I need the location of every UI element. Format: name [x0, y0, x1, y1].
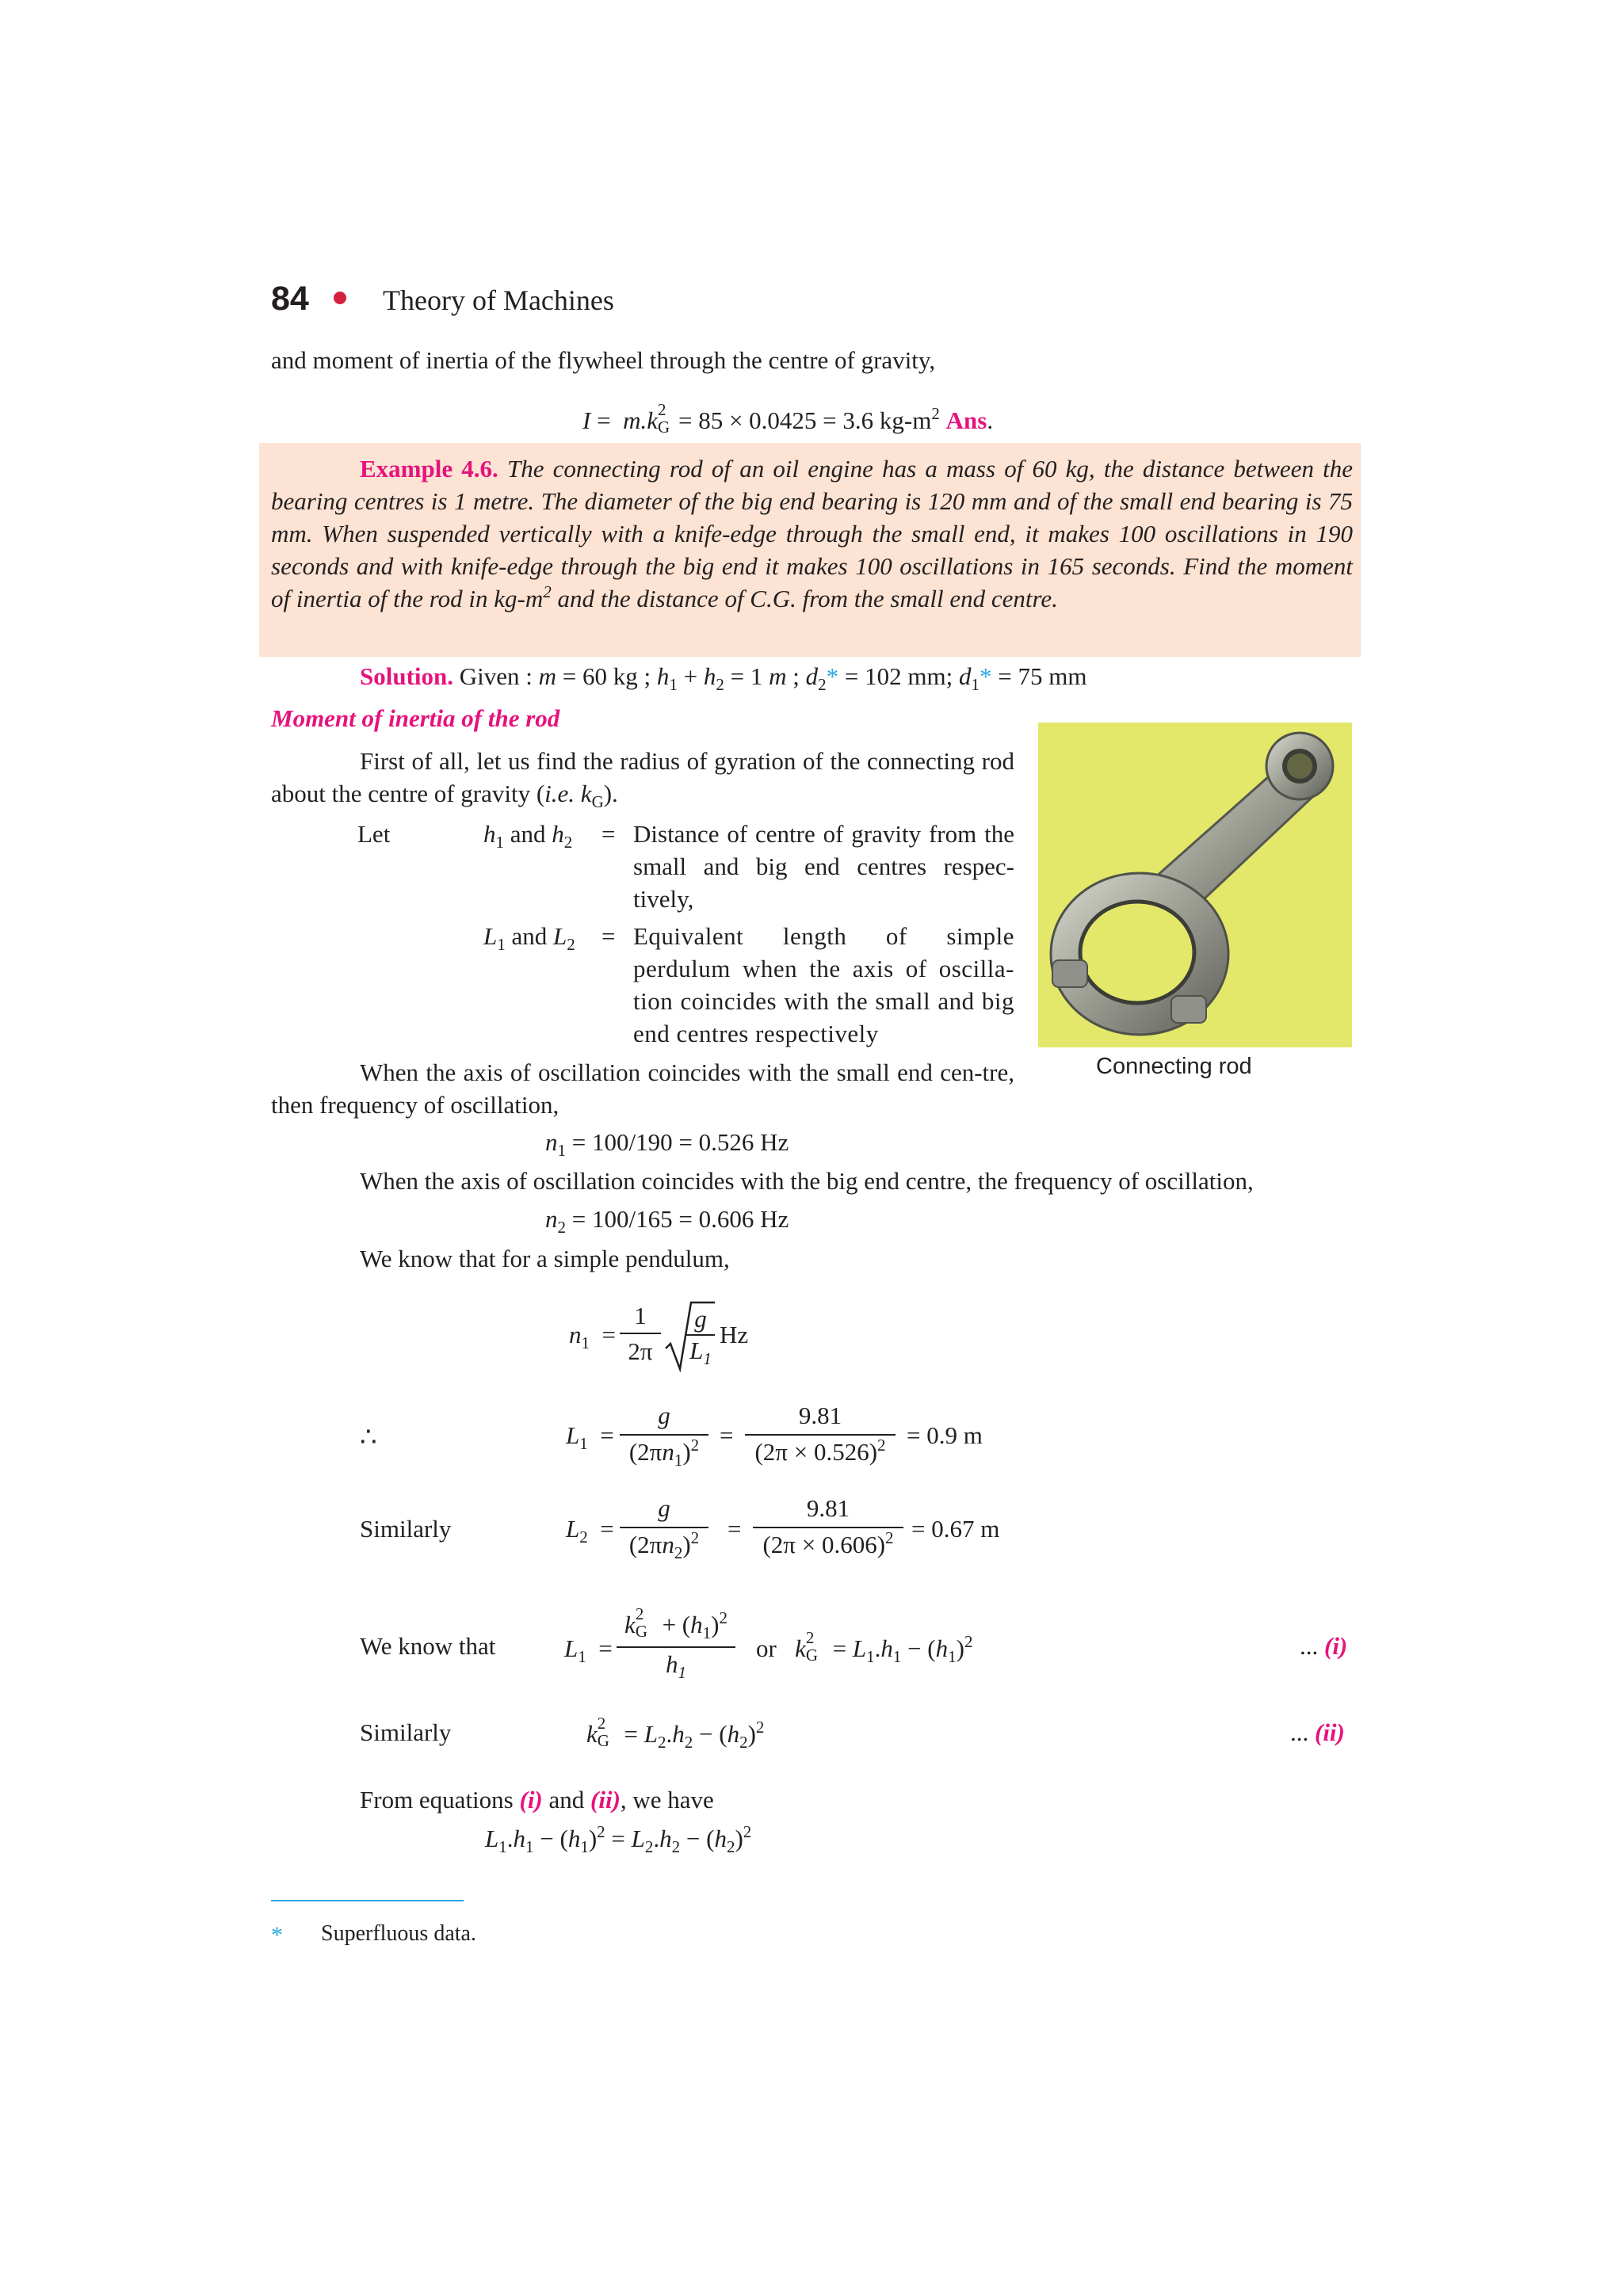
eq-label-i: ... (i) — [1300, 1632, 1348, 1660]
connecting-rod-photo — [1038, 723, 1352, 1047]
footnote-rule — [271, 1900, 464, 1901]
combined-equation: $L_1.h_1 - (h_1)^2 = L_2.h_2 - (h_2)^2$ — [485, 1822, 752, 1856]
similarly-label-1: Similarly — [360, 1515, 452, 1543]
paragraph-simple-pendulum: We know that for a simple pendulum, — [360, 1245, 730, 1272]
solution-line: Solution. Given : m = 60 kg ; $h_1 + h_2 = 1$ m ; $d_2* = 102$ mm; $d_1* = 75$ mm — [360, 662, 1087, 694]
page-number: 84 — [271, 280, 309, 318]
section-heading: Moment of inertia of the rod — [271, 704, 560, 732]
eq-I: I — [582, 406, 591, 434]
L1-lhs: $L_1$ = — [566, 1421, 614, 1453]
solution-label: Solution. — [360, 662, 454, 690]
paragraph-small-end: When the axis of oscillation coincides with the small end cen-tre, then frequency of oscillation, — [271, 1058, 1014, 1119]
def2-symbols: $L_1$ and $L_2$ — [483, 922, 575, 954]
L1-result: = 0.9 m — [907, 1421, 983, 1449]
def2-text: Equivalent length of simple perdulum when the axis of oscilla-tion coincides with the small and big end centres respectively — [633, 922, 1014, 1047]
let-word: Let — [357, 820, 391, 848]
hz-unit: Hz — [720, 1321, 749, 1348]
flywheel-moment-equation: I = m.k 2 G = 85 × 0.0425 = 3.6 $kg-m^2$ Ans. — [582, 400, 994, 437]
example-text: Example 4.6. The connecting rod of an oil engine has a mass of 60 kg, the distance between the bearing centres is 1 metre. The diameter of the big end bearing is 120 mm and of the small end bearing is 75 mm. When suspended vertically with a knife-edge through the small end, it makes 100 oscillations in 190 seconds and with knife-edge through the big end it makes 100 oscillations in 165 seconds. Find the moment of inertia of the rod in $kg-m^2$ and the distance of C.G. from the small end centre. — [271, 455, 1353, 612]
example-statement: The connecting rod of an oil engine has a mass of 60 kg, the distance between the bearing centres is 1 metre. The diameter of the big end bearing is 120 mm and of the small end bearing is 75 mm. When suspended vertically with a knife-edge through the small end, it makes 100 oscillations in 190 seconds and with knife-edge through the big end it makes 100 oscillations in 165 seconds. Find the moment of inertia of the rod in kg-m — [271, 455, 1353, 612]
example-statement-end: and the distance of C.G. from the small end centre. — [551, 585, 1058, 612]
def1-text: Distance of centre of gravity from the small and big end centres respec-tively, — [633, 820, 1014, 913]
paragraph-big-end: When the axis of oscillation coincides with the big end centre, the frequency of oscillation, — [360, 1167, 1254, 1195]
paragraph-radius-of-gyration: First of all, let us find the radius of gyration of the connecting rod about the centre of gravity (i.e. $k_G$). — [271, 747, 1014, 811]
eq-i-lhs: $L_1$ = — [564, 1634, 613, 1666]
therefore-symbol: ∴ — [360, 1423, 377, 1452]
def1-symbols: $h_1$ and $h_2$ — [483, 820, 573, 852]
eq-ii: k 2 G = $L_2.h_2 - (h_2)^2$ — [586, 1714, 765, 1752]
eq-label-ii: ... (ii) — [1290, 1718, 1345, 1746]
fraction-g-over-L1: g $L_1$ — [686, 1302, 715, 1369]
running-title: Theory of Machines — [383, 284, 614, 316]
formula-n1-lhs: $n_1$ = — [569, 1321, 616, 1352]
figure-caption: Connecting rod — [1096, 1054, 1252, 1079]
connecting-rod-drawing — [1038, 723, 1352, 1047]
footnote-mark: * — [271, 1922, 283, 1948]
similarly-label-2: Similarly — [360, 1718, 452, 1746]
def1-equals: = — [601, 820, 616, 848]
intro-line: and moment of inertia of the flywheel through the centre of gravity, — [271, 346, 936, 374]
footnote-text: Superfluous data. — [321, 1921, 476, 1946]
fraction-1-over-2pi: 1 2π — [620, 1299, 661, 1366]
fraction-g-over-2pin1: g $(2\pi n_1)^2$ — [620, 1399, 708, 1469]
example-label: Example 4.6. — [360, 455, 498, 482]
def2-equals: = — [601, 922, 616, 950]
fraction-981-over-2pi0526: 9.81 $(2\pi \times 0.526)^2$ — [745, 1399, 896, 1469]
fraction-g-over-2pin2: g $(2\pi n_2)^2$ — [620, 1492, 708, 1562]
from-equations-line: From equations (i) and (ii), we have — [360, 1786, 714, 1814]
we-know-that-label: We know that — [360, 1632, 496, 1660]
equals-sign: = — [727, 1515, 742, 1543]
L2-result: = 0.67 m — [911, 1515, 1000, 1543]
header-bullet-icon — [334, 292, 346, 304]
fraction-kG2-plus-h1sq-over-h1: k 2 G + $(h_1)^2$ $h_1$ — [617, 1605, 735, 1681]
eq-flywheel-value: = 85 × 0.0425 = 3.6 kg-m — [678, 406, 932, 434]
L2-lhs: $L_2$ = — [566, 1515, 614, 1547]
equals-sign: = — [720, 1421, 734, 1449]
n1-equation: $n_1 = 100/190 = 0.526$ Hz — [545, 1128, 789, 1160]
eq-i-rhs: or k 2 G = $L_1.h_1 - (h_1)^2$ — [756, 1628, 973, 1666]
n2-equation: $n_2 = 100/165 = 0.606$ Hz — [545, 1205, 789, 1237]
fraction-981-over-2pi0606: 9.81 $(2\pi \times 0.606)^2$ — [753, 1492, 903, 1562]
answer-label: Ans — [945, 406, 987, 434]
